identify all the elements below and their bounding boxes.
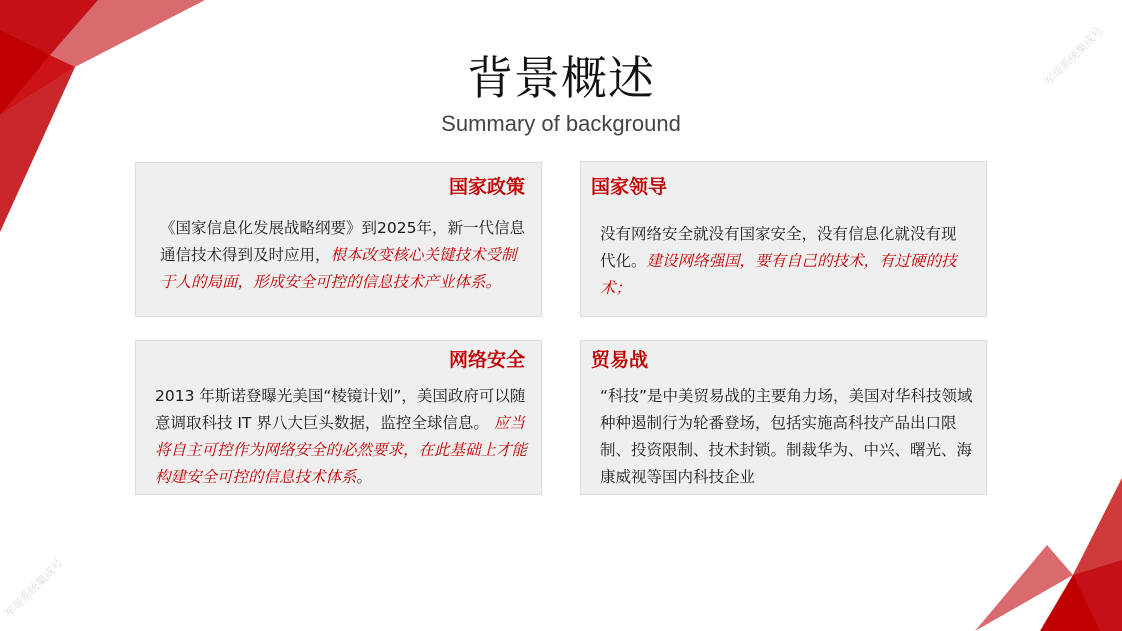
card-national-leadership [580,161,987,317]
card-body [600,221,970,302]
card-heading: 网络安全 [448,349,525,371]
card-body-emphasis: 根本改变核心关键技术受制于人的局面，形成安全可控的信息技术产业体系。 [160,246,517,291]
card-body-text: 2013 年斯诺登曝光美国“棱镜计划”，美国政府可以随意调取科技 IT 界八大巨头数据，监控全球信息。 [155,387,526,432]
page-subtitle: Summary of background [441,111,681,136]
card-heading: 国家领导 [591,176,668,198]
card-body-tail: 。 [356,468,373,486]
card-heading: 贸易战 [591,349,649,371]
card-national-policy [135,162,542,317]
card-body [160,215,526,296]
card-network-security [135,340,542,495]
card-body [600,383,976,491]
watermark-top-right: 军哥系统集成号 [1042,24,1106,89]
card-body-emphasis: 应当将自主可控作为网络安全的必然要求，在此基础上才能构建安全可控的信息技术体系 [155,414,528,486]
card-heading: 国家政策 [448,176,525,198]
page-title: 背景概述 [467,51,655,105]
card-body-text: 没有网络安全就没有国家安全，没有信息化就没有现代化。 [600,225,957,270]
card-body-text: 《国家信息化发展战略纲要》到2025年，新一代信息通信技术得到及时应用， [160,219,525,264]
watermark-bottom-left: 军哥系统集成号 [2,556,66,621]
card-body-emphasis: 建设网络强国，要有自己的技术，有过硬的技术； [600,252,957,297]
card-body [155,383,529,491]
card-body-text: “科技”是中美贸易战的主要角力场，美国对华科技领域种种遏制行为轮番登场，包括实施高科技产品出口限制、投资限制、技术封锁。制裁华为、中兴、曙光、海康威视等国内科技企业 [600,387,973,486]
card-trade-war [580,340,987,495]
